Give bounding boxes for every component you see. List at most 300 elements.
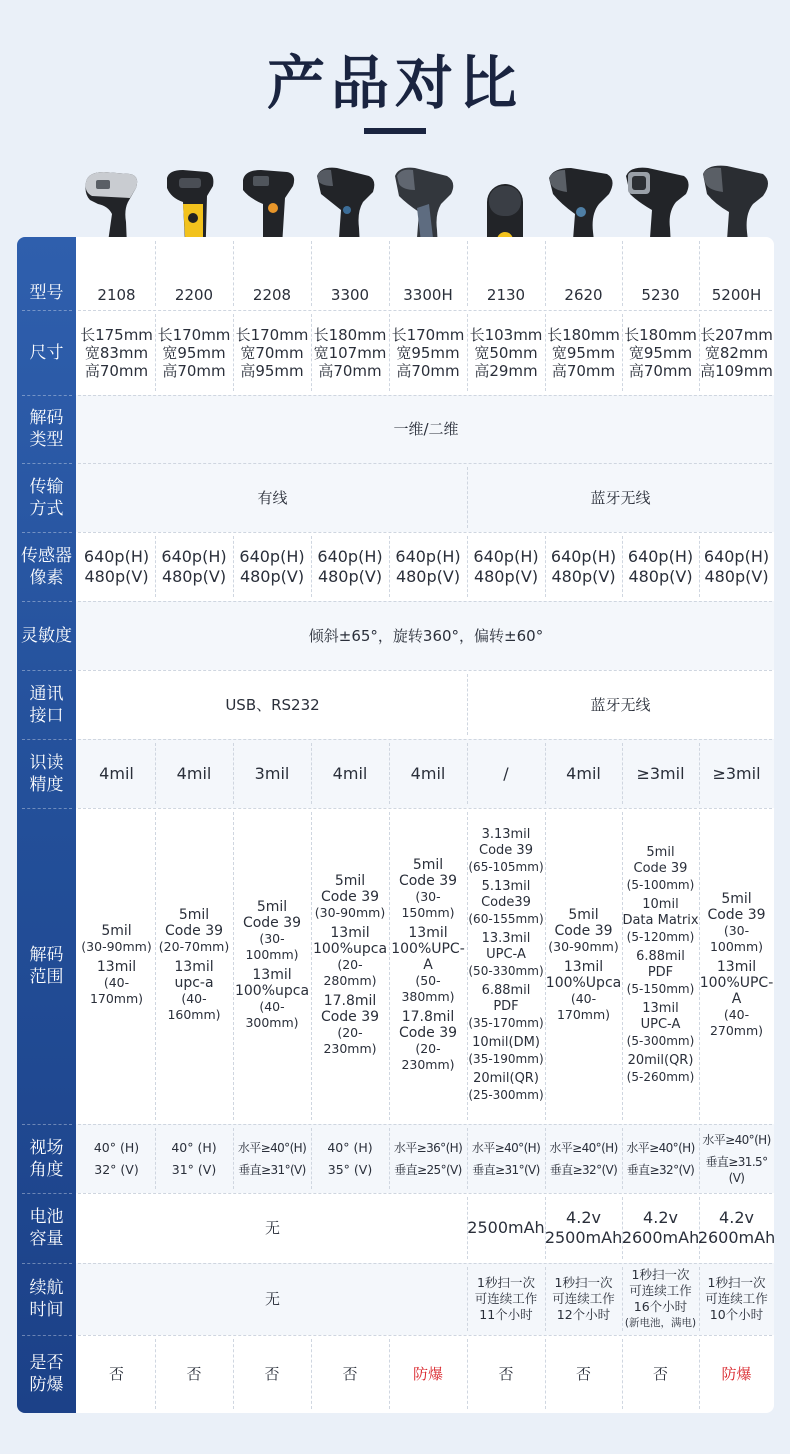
size-cell: [233, 310, 311, 395]
endurance-line: 16个小时: [633, 1299, 688, 1314]
cell-content: [311, 871, 389, 1061]
fov-v: 垂直≥32°(V): [626, 1162, 695, 1177]
range-spec: 5mil: [568, 907, 599, 923]
cell-content: [552, 1275, 615, 1323]
cell-content: [403, 286, 452, 304]
range-distance: (65-105mm): [468, 860, 544, 874]
range-spec: 13mil: [96, 959, 137, 975]
range-spec: 13mil: [174, 959, 214, 975]
sensor-v: 480p(V): [239, 566, 305, 586]
endurance-line: 1秒扫一次: [554, 1275, 613, 1290]
cell-content: [625, 1267, 696, 1331]
cell-content: [590, 489, 650, 507]
precision-cell: [311, 739, 389, 808]
cell-content: [487, 286, 525, 304]
cell-content: [590, 696, 650, 714]
range-spec: 5mil: [721, 891, 752, 907]
range-spec: PDF: [493, 999, 519, 1014]
range-distance: (5-120mm): [626, 930, 695, 944]
explosion-value: 否: [652, 1365, 668, 1383]
model-name: 2130: [486, 286, 526, 304]
range-distance: (30-100mm): [245, 931, 299, 962]
sensor-h: 640p(H): [627, 546, 694, 566]
range-spec: Code 39: [398, 1025, 458, 1041]
explosion-cell: [545, 1335, 622, 1413]
endurance-none: 无: [264, 1290, 280, 1308]
range-distance: (40-160mm): [167, 991, 221, 1022]
cell-content: [186, 1365, 201, 1383]
range-spec: 100%UPC-A: [391, 941, 465, 973]
range-group: [622, 1053, 698, 1085]
title-underline: [364, 128, 426, 134]
size-line: 长170mm: [157, 325, 231, 344]
sensor-v: 480p(V): [84, 566, 149, 586]
sensor-v: 480p(V): [551, 566, 616, 586]
size-line: 长180mm: [624, 325, 697, 344]
transmission-wired: 有线: [257, 488, 288, 507]
endurance-line: (新电池，满电): [624, 1317, 697, 1329]
endurance-line: 11个小时: [479, 1307, 533, 1322]
range-distance: (25-300mm): [468, 1088, 544, 1102]
cell-content: [155, 905, 233, 1027]
endurance-line: 10个小时: [709, 1307, 764, 1322]
cell-content: [467, 1218, 544, 1238]
fov-h: 水平≥40°(H): [471, 1140, 541, 1155]
row-label-fov: [17, 1124, 76, 1193]
fov-v: 垂直≥32°(V): [549, 1162, 618, 1177]
range-group: [78, 959, 155, 1007]
fov-cell: [545, 1124, 622, 1193]
sensor-v: 480p(V): [161, 566, 227, 586]
cell-content: [265, 1219, 280, 1237]
row-label-size: [17, 310, 76, 395]
fov-cell: [467, 1124, 545, 1193]
battery-value: 4.2v: [719, 1208, 754, 1227]
cell-content: [392, 326, 465, 380]
fov-v: 垂直≥31°(V): [472, 1162, 540, 1177]
cell-content: [389, 855, 467, 1077]
range-distance: (30-100mm): [709, 923, 764, 954]
range-group: [622, 897, 698, 945]
battery-cell: [699, 1193, 774, 1263]
fov-v: 垂直≥25°(V): [394, 1162, 462, 1177]
cell-content: [327, 1140, 372, 1178]
range-group: [699, 891, 774, 955]
model-cell: [233, 237, 311, 310]
sensor-h: 640p(H): [473, 546, 539, 566]
cell-content: [636, 764, 684, 784]
precision-cell: [699, 739, 774, 808]
row-label-text: 是否防爆: [29, 1353, 64, 1395]
fov-v: 垂直≥31°(V): [238, 1162, 306, 1177]
fov-h: 水平≥40°(H): [626, 1140, 695, 1155]
endurance-cell: [622, 1263, 699, 1335]
fov-h: 水平≥36°(H): [393, 1140, 463, 1155]
sensor-cell: [78, 532, 155, 601]
cell-content: [549, 1140, 617, 1178]
interface-wired: USB、RS232: [225, 695, 320, 714]
row-label-text: 解码范围: [29, 945, 64, 987]
sensor-h: 640p(H): [239, 546, 305, 566]
range-distance: (5-100mm): [626, 878, 695, 892]
range-spec: UPC-A: [640, 1017, 681, 1032]
size-cell: [699, 310, 774, 395]
cell-content: [161, 547, 226, 587]
cell-content: [109, 1365, 124, 1383]
cell-content: [699, 889, 774, 1043]
range-distance: (30-90mm): [81, 939, 152, 954]
explosion-value: 否: [108, 1365, 124, 1383]
precision-value: /: [503, 763, 509, 783]
size-cell: [622, 310, 699, 395]
fov-cell: [233, 1124, 311, 1193]
cell-content: [175, 286, 213, 304]
range-group: [311, 925, 389, 989]
range-distance: (35-190mm): [468, 1052, 544, 1066]
cell-content: [342, 1365, 357, 1383]
size-line: 长170mm: [391, 325, 465, 344]
cell-content: [622, 1208, 699, 1248]
size-line: 宽107mm: [313, 343, 387, 362]
range-group: [311, 873, 389, 921]
range-group: [389, 857, 467, 921]
battery-none: 无: [264, 1219, 280, 1237]
sensor-cell: [622, 532, 699, 601]
endurance-line: 可连续工作: [629, 1283, 692, 1298]
size-line: 长180mm: [547, 325, 620, 344]
size-line: 宽95mm: [628, 343, 693, 362]
cell-content: [309, 627, 543, 645]
cell-content: [333, 764, 368, 784]
fov-h: 40° (H): [171, 1139, 217, 1155]
range-distance: (5-150mm): [626, 982, 695, 996]
cell-content: [236, 326, 309, 380]
size-line: 高95mm: [240, 361, 304, 380]
model-name: 5230: [641, 286, 680, 304]
cell-content: [704, 547, 769, 587]
range-group: [468, 1071, 543, 1103]
row-label-interface: [17, 670, 76, 739]
cell-content: [472, 1140, 540, 1178]
cell-content: [317, 547, 382, 587]
size-line: 长180mm: [313, 325, 387, 344]
row-label-decode-type: [17, 395, 76, 463]
size-cell: [389, 310, 467, 395]
cell-content: [331, 286, 369, 304]
fov-cell: [622, 1124, 699, 1193]
precision-cell: [545, 739, 622, 808]
cell-content: [257, 489, 287, 507]
battery-value: 2500mAh: [467, 1218, 545, 1237]
cell-content: [473, 547, 538, 587]
size-cell: [311, 310, 389, 395]
range-distance: (50-330mm): [468, 964, 544, 978]
cell-content: [551, 547, 616, 587]
range-spec: Code 39: [320, 1009, 380, 1025]
row-label-text: 传感器像素: [21, 545, 72, 588]
explosion-cell: [699, 1335, 774, 1413]
fov-cell: [78, 1124, 155, 1193]
range-distance: (35-170mm): [468, 1016, 544, 1030]
cell-content: [705, 1275, 768, 1323]
range-spec: 6.88mil: [636, 949, 685, 964]
cell-content: [265, 1290, 280, 1308]
range-distance: (50-380mm): [401, 973, 455, 1004]
range-spec: Code 39: [164, 923, 224, 939]
size-line: 高29mm: [474, 361, 538, 380]
range-group: [389, 925, 467, 1005]
range-spec: 5mil: [412, 857, 444, 873]
sensor-v: 480p(V): [395, 566, 461, 586]
battery-value: 4.2v: [643, 1208, 678, 1227]
cell-content: [413, 1365, 443, 1383]
range-cell: [311, 808, 389, 1124]
cell-content: [239, 547, 304, 587]
explosion-cell: [467, 1335, 545, 1413]
fov-h: 水平≥40°(H): [549, 1140, 618, 1155]
sensor-cell: [467, 532, 545, 601]
model-cell: [155, 237, 233, 310]
fov-h: 水平≥40°(H): [702, 1132, 771, 1147]
cell-content: [411, 764, 446, 784]
range-spec: 17.8mil: [323, 993, 377, 1009]
range-spec: 3.13mil: [481, 827, 531, 842]
range-spec: 5mil: [256, 899, 288, 915]
range-group: [468, 1035, 543, 1067]
cell-content: [233, 897, 311, 1035]
range-spec: 10mil: [642, 897, 679, 912]
row-label-text: 尺寸: [29, 342, 64, 363]
size-line: 宽83mm: [84, 343, 149, 362]
model-cell: [545, 237, 622, 310]
sensor-h: 640p(H): [395, 546, 461, 566]
cell-content: [225, 696, 319, 714]
range-spec: Code 39: [242, 915, 302, 931]
range-spec: Code 39: [554, 923, 613, 939]
range-spec: 100%UPC-A: [699, 975, 774, 1007]
range-spec: 5mil: [178, 907, 210, 923]
cell-content: [576, 1365, 591, 1383]
precision-value: 4mil: [99, 763, 134, 783]
cell-content: [238, 1140, 306, 1178]
range-spec: 13.3mil: [481, 931, 531, 946]
cell-content: [698, 1208, 775, 1248]
precision-value: ≥3mil: [712, 763, 761, 783]
cell-content: [624, 326, 697, 380]
battery-wired-cell: [78, 1193, 467, 1263]
sensor-cell: [311, 532, 389, 601]
sensor-v: 480p(V): [317, 566, 383, 586]
size-line: 长207mm: [700, 325, 773, 344]
explosion-value: 否: [264, 1365, 280, 1383]
size-line: 宽82mm: [704, 343, 769, 362]
explosion-cell: [389, 1335, 467, 1413]
precision-value: 3mil: [254, 763, 290, 783]
range-spec: Code 39: [398, 873, 458, 889]
cell-content: [545, 1208, 622, 1248]
row-label-text: 视场角度: [29, 1137, 64, 1180]
fov-cell: [155, 1124, 233, 1193]
row-label-model: [17, 237, 76, 310]
size-line: 高70mm: [318, 361, 382, 380]
sensor-cell: [155, 532, 233, 601]
range-spec: 20mil(QR): [627, 1053, 694, 1068]
fov-v: 35° (V): [327, 1161, 373, 1177]
fov-v: 垂直≥31.5°(V): [705, 1154, 768, 1185]
range-spec: 20mil(QR): [473, 1071, 539, 1086]
interface-wireless-cell: [467, 670, 774, 739]
precision-value: 4mil: [566, 763, 601, 783]
endurance-line: 1秒扫一次: [477, 1275, 535, 1290]
battery-value: 4.2v: [566, 1208, 601, 1227]
range-distance: (20-230mm): [323, 1025, 377, 1056]
cell-content: [566, 764, 601, 784]
row-label-text: 识读精度: [29, 752, 64, 795]
cell-content: [255, 764, 290, 784]
cell-content: [547, 326, 620, 380]
endurance-cell: [545, 1263, 622, 1335]
model-name: 2208: [252, 286, 292, 304]
endurance-cell: [699, 1263, 774, 1335]
precision-value: ≥3mil: [636, 763, 685, 783]
range-distance: (40-170mm): [556, 991, 611, 1022]
size-cell: [467, 310, 545, 395]
cell-content: [712, 286, 761, 304]
model-cell: [467, 237, 545, 310]
endurance-line: 可连续工作: [552, 1291, 615, 1306]
range-spec: 13mil: [252, 967, 292, 983]
range-spec: Code39: [481, 895, 531, 910]
row-label-range: [17, 808, 76, 1124]
endurance-line: 可连续工作: [474, 1291, 538, 1306]
precision-cell: [155, 739, 233, 808]
range-spec: Code 39: [707, 907, 766, 923]
range-distance: (5-260mm): [626, 1070, 695, 1084]
range-distance: (20-70mm): [158, 939, 230, 954]
model-name: 5200H: [711, 286, 762, 304]
precision-cell: [233, 739, 311, 808]
range-spec: Data Matrix: [622, 913, 699, 928]
transmission-wired-cell: [78, 463, 467, 532]
sensor-h: 640p(H): [703, 546, 770, 566]
range-group: [622, 1001, 698, 1049]
explosion-value: 防爆: [412, 1365, 443, 1383]
size-line: 长170mm: [235, 325, 309, 344]
range-distance: (20-230mm): [401, 1041, 455, 1072]
model-name: 2200: [174, 286, 214, 304]
cell-content: [314, 326, 387, 380]
battery-value: 2600mAh: [621, 1228, 700, 1247]
precision-value: 4mil: [410, 763, 446, 783]
cell-content: [395, 547, 460, 587]
model-name: 3300H: [403, 286, 453, 304]
range-spec: 5mil: [646, 845, 675, 860]
size-cell: [155, 310, 233, 395]
sensor-v: 480p(V): [473, 566, 539, 586]
model-cell: [389, 237, 467, 310]
explosion-value: 否: [186, 1365, 202, 1383]
explosion-cell: [233, 1335, 311, 1413]
row-label-sensor: [17, 532, 76, 601]
size-cell: [78, 310, 155, 395]
model-cell: [622, 237, 699, 310]
cell-content: [641, 286, 679, 304]
cell-content: [94, 1140, 139, 1178]
row-label-sensitivity: [17, 601, 76, 670]
range-distance: (20-280mm): [323, 957, 377, 988]
precision-cell: [78, 739, 155, 808]
range-spec: Code 39: [479, 843, 533, 858]
row-label-text: 灵敏度: [21, 625, 72, 646]
range-group: [468, 827, 543, 875]
endurance-line: 12个小时: [556, 1307, 611, 1322]
size-line: 长103mm: [469, 325, 543, 344]
range-group: [155, 907, 233, 955]
row-label-battery: [17, 1193, 76, 1263]
range-spec: 100%upca: [312, 941, 388, 957]
explosion-cell: [622, 1335, 699, 1413]
range-spec: 13mil: [408, 925, 448, 941]
range-spec: 5mil: [334, 873, 366, 889]
range-cell: [389, 808, 467, 1124]
interface-wireless: 蓝牙无线: [590, 695, 651, 714]
size-line: 高70mm: [396, 361, 460, 380]
size-cell: [545, 310, 622, 395]
sensor-v: 480p(V): [704, 566, 769, 586]
explosion-value: 否: [498, 1365, 514, 1383]
fov-cell: [699, 1124, 774, 1193]
range-group: [233, 967, 311, 1031]
size-line: 高109mm: [700, 361, 773, 380]
range-cell: [78, 808, 155, 1124]
cell-content: [158, 326, 231, 380]
range-cell: [155, 808, 233, 1124]
range-spec: 17.8mil: [401, 1009, 455, 1025]
fov-cell: [389, 1124, 467, 1193]
row-label-explosion: [17, 1335, 76, 1413]
sensor-cell: [389, 532, 467, 601]
cell-content: [628, 547, 693, 587]
cell-content: [475, 1275, 538, 1323]
size-line: 宽95mm: [396, 343, 460, 362]
range-group: [389, 1009, 467, 1073]
cell-content: [721, 1365, 751, 1383]
range-spec: 13mil: [642, 1001, 679, 1016]
row-label-text: 解码类型: [29, 408, 64, 450]
decode-type-cell: [78, 395, 774, 463]
fov-cell: [311, 1124, 389, 1193]
range-group: [155, 959, 233, 1023]
row-label-text: 型号: [29, 283, 64, 303]
range-distance: (30-90mm): [548, 939, 619, 954]
sensor-cell: [545, 532, 622, 601]
range-group: [468, 983, 543, 1031]
precision-value: 4mil: [176, 763, 212, 783]
decode-type-value: 一维/二维: [393, 420, 459, 438]
range-cell: [545, 808, 622, 1124]
range-spec: PDF: [647, 965, 674, 980]
range-spec: 5mil: [101, 923, 132, 939]
range-spec: 5.13mil: [481, 879, 531, 894]
sensor-h: 640p(H): [161, 546, 227, 566]
endurance-line: 1秒扫一次: [707, 1275, 766, 1290]
range-spec: 13mil: [716, 959, 757, 975]
size-line: 长175mm: [80, 325, 153, 344]
sensor-v: 480p(V): [628, 566, 693, 586]
battery-cell: [467, 1193, 545, 1263]
battery-value: 2600mAh: [697, 1228, 776, 1247]
cell-content: [80, 326, 153, 380]
